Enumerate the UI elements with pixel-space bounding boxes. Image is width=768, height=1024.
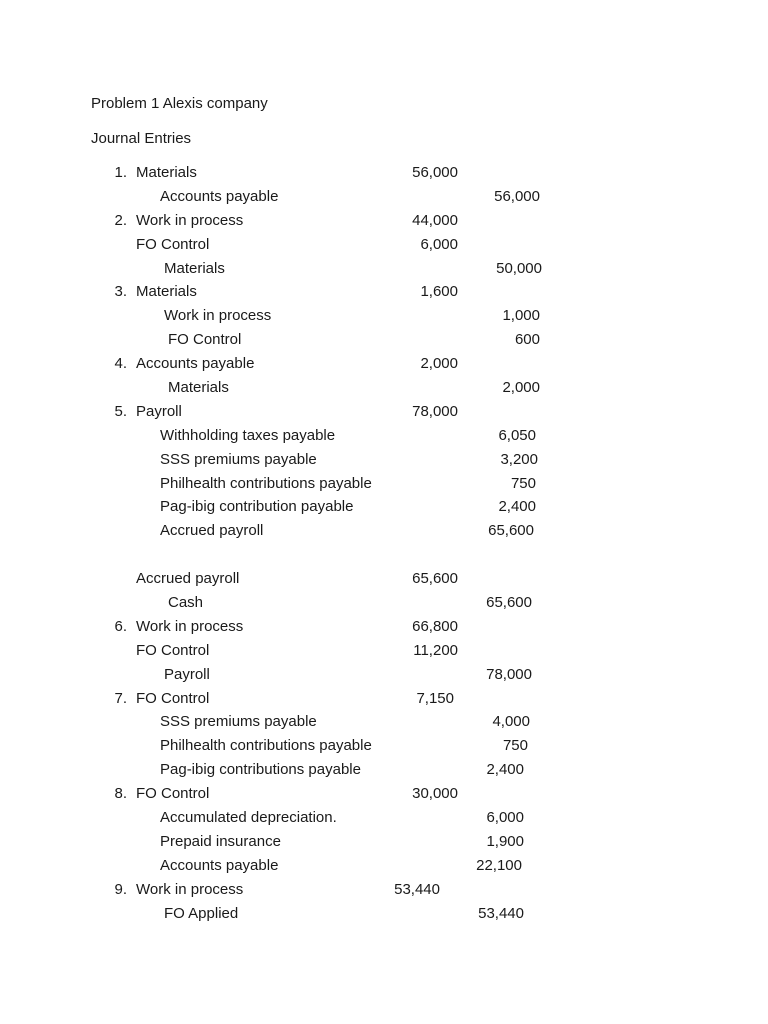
account-name: Materials [136,164,197,181]
account-name: SSS premiums payable [160,450,317,468]
account-name: FO Control [136,641,210,659]
account-name: Cash [168,594,204,612]
debit-amount: 53,440 [394,880,440,898]
account-name: Work in process [136,880,244,898]
account-name: Work in process [164,307,272,325]
credit-amount: 1,000 [502,307,540,325]
debit-amount: 11,200 [413,641,458,659]
account-name: FO Applied [164,904,239,922]
journal-row [0,235,768,259]
account-name: Work in process [136,211,244,229]
account-name: Materials [168,379,229,397]
credit-amount: 600 [514,331,540,349]
journal-row [0,402,768,426]
journal-row [0,808,768,832]
debit-amount: 2,000 [420,355,458,373]
journal-row [0,426,768,450]
debit-amount: 65,600 [412,570,458,588]
entry-number: 5. [114,402,127,420]
account-name: FO Control [136,689,210,707]
account-name: FO Control [168,331,242,349]
credit-amount: 2,400 [498,498,536,516]
account-name: Withholding taxes payable [160,426,336,444]
journal-row [0,450,768,474]
credit-amount: 6,050 [498,426,536,444]
journal-row [0,569,768,593]
account-name: Philhealth contributions payable [160,474,372,492]
account-name: Prepaid insurance [160,832,281,850]
journal-row [0,497,768,521]
journal-row [0,163,768,187]
journal-row [0,593,768,617]
account-name: Accounts payable [136,355,255,373]
debit-amount: 44,000 [412,211,458,229]
journal-row [0,760,768,784]
journal-row [0,474,768,498]
credit-amount: 78,000 [486,665,532,683]
journal-row [0,354,768,378]
journal-row [0,211,768,235]
account-name: Accrued payroll [136,570,240,588]
entry-number: 8. [114,785,127,803]
account-name: Payroll [136,402,182,420]
credit-amount: 65,600 [488,522,534,540]
credit-amount: 3,200 [500,450,538,468]
section-heading: Journal Entries [91,130,192,147]
entry-number: 4. [114,355,127,373]
debit-amount: 1,600 [420,283,458,301]
debit-amount: 66,800 [412,617,458,635]
journal-row [0,904,768,928]
account-name: Philhealth contributions payable [160,737,372,755]
journal-row [0,784,768,808]
account-name: Materials [136,283,197,301]
debit-amount: 6,000 [420,235,458,253]
account-name: SSS premiums payable [160,713,317,731]
entry-number: 1. [114,164,127,181]
journal-row [0,282,768,306]
account-name: Work in process [136,617,244,635]
journal-row [0,187,768,211]
credit-amount: 750 [510,474,536,492]
journal-row [0,856,768,880]
entry-number: 7. [114,689,127,707]
entry-number: 9. [114,880,127,898]
journal-row [0,665,768,689]
account-name: Pag-ibig contribution payable [160,498,354,516]
account-name: Accrued payroll [160,522,264,540]
journal-row [0,736,768,760]
entry-number: 2. [114,211,127,229]
debit-amount: 7,150 [416,689,454,707]
credit-amount: 4,000 [492,713,530,731]
credit-amount: 53,440 [478,904,524,922]
journal-row [0,880,768,904]
journal-row [0,832,768,856]
page-title: Problem 1 Alexis company [91,95,268,112]
journal-row [0,689,768,713]
credit-amount: 65,600 [486,594,532,612]
journal-row [0,259,768,283]
journal-entries [0,163,768,928]
journal-row [0,641,768,665]
account-name: Accumulated depreciation. [160,809,337,827]
journal-row [0,617,768,641]
credit-amount: 56,000 [494,187,540,205]
credit-amount: 6,000 [486,809,524,827]
account-name: Accounts payable [160,187,279,205]
debit-amount: 78,000 [412,402,458,420]
account-name: Pag-ibig contributions payable [160,761,361,779]
credit-amount: 2,400 [486,761,524,779]
account-name: Accounts payable [160,856,279,874]
credit-amount: 50,000 [496,259,542,277]
journal-row [0,712,768,736]
credit-amount: 750 [502,737,528,755]
journal-row [0,545,768,569]
account-name: Payroll [164,665,210,683]
credit-amount: 2,000 [502,379,540,397]
account-name: Materials [164,259,225,277]
entry-number: 6. [114,617,127,635]
account-name: FO Control [136,785,210,803]
journal-row [0,521,768,545]
credit-amount: 22,100 [476,856,522,874]
credit-amount: 1,900 [486,832,524,850]
account-name: FO Control [136,235,210,253]
debit-amount: 56,000 [412,164,458,181]
journal-row [0,306,768,330]
journal-row [0,378,768,402]
debit-amount: 30,000 [412,785,458,803]
journal-row [0,330,768,354]
entry-number: 3. [114,283,127,301]
